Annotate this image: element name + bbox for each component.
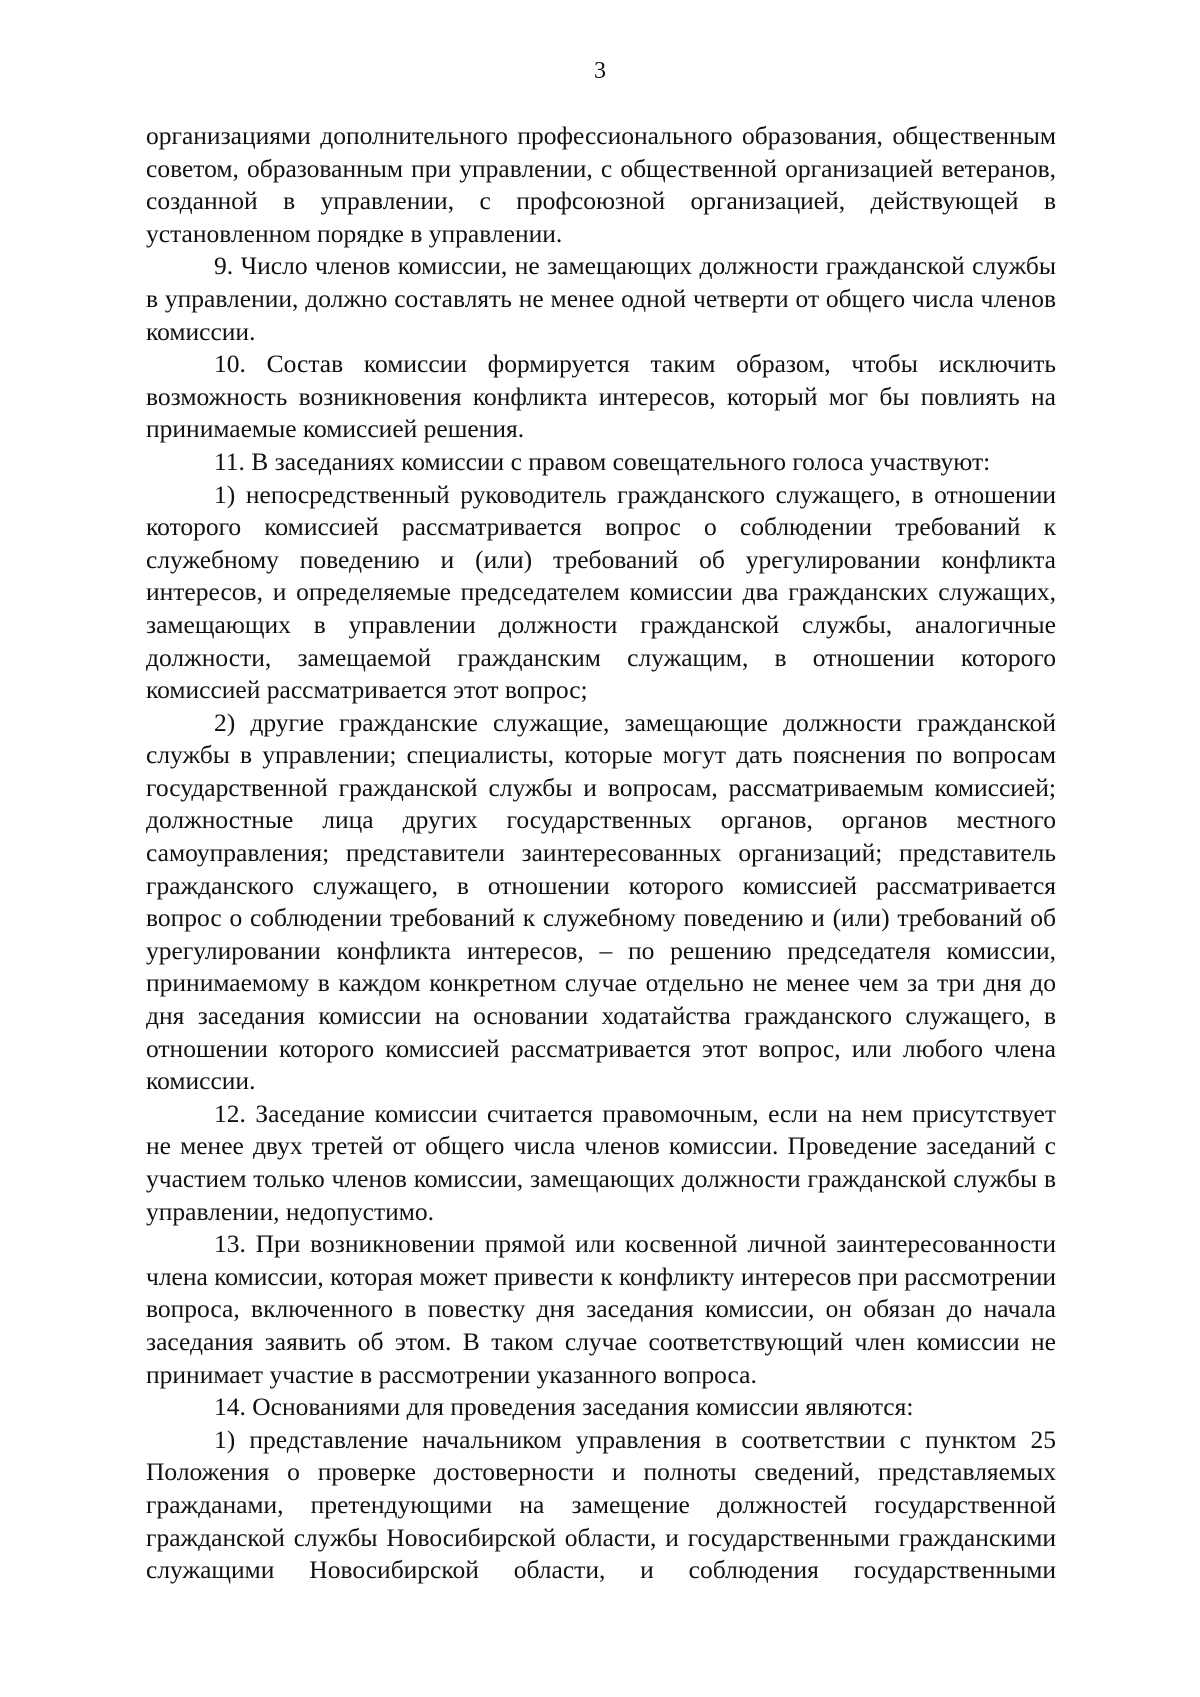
paragraph-item-10: 10. Состав комиссии формируется таким образом, чтобы исключить возможность возникновения конфликта интересов, который мог бы повлиять на принимаемые комиссией решения. [146, 349, 1056, 444]
paragraph-item-9: 9. Число членов комиссии, не замещающих должности гражданской службы в управлении, должно составлять не менее одной четверти от общего числа членов комиссии. [146, 251, 1056, 346]
page-number: 3 [594, 58, 606, 84]
document-body [146, 120, 1056, 1587]
paragraph-item-13: 13. При возникновении прямой или косвенной личной заинтересованности члена комиссии, которая может привести к конфликту интересов при рассмотрении вопроса, включенного в повестку дня заседания комиссии, он обязан до начала заседания заявить об этом. В таком случае соответствующий член комиссии не принимает участие в рассмотрении указанного вопроса. [146, 1229, 1056, 1389]
paragraph-item-11-1: 1) непосредственный руководитель гражданского служащего, в отношении которого комиссией рассматривается вопрос о соблюдении требований к служебному поведению и (или) требований об урегулировании конфликта интересов, и определяемые председателем комиссии два гражданских служащих, замещающих в управлении должности гражданской службы, аналогичные должности, замещаемой гражданским служащим, в отношении которого комиссией рассматривается этот вопрос; [146, 479, 1056, 705]
paragraph-item-14-1: 1) представление начальником управления в соответствии с пунктом 25 Положения о проверке достоверности и полноты сведений, представляемых гражданами, претендующими на замещение должностей государственной гражданской службы Новосибирской области, и государственными гражданскими служащими Новосибирской области, и соблюдения государственными [146, 1424, 1056, 1585]
paragraph-item-11: 11. В заседаниях комиссии с правом совещательного голоса участвуют: [214, 446, 991, 476]
paragraph-item-12: 12. Заседание комиссии считается правомочным, если на нем присутствует не менее двух третей от общего числа членов комиссии. Проведение заседаний с участием только членов комиссии, замещающих должности гражданской службы в управлении, недопустимо. [146, 1098, 1056, 1226]
paragraph-continuation: организациями дополнительного профессионального образования, общественным советом, образованным при управлении, с общественной организацией ветеранов, созданной в управлении, с профсоюзной организацией, действующей в установленном порядке в управлении. [146, 121, 1056, 248]
paragraph-item-14: 14. Основаниями для проведения заседания комиссии являются: [214, 1392, 914, 1422]
paragraph-item-11-2: 2) другие гражданские служащие, замещающие должности гражданской службы в управлении; специалисты, которые могут дать пояснения по вопросам государственной гражданской службы и вопросам, рассматриваемым комиссией; должностные лица других государственных органов, органов местного самоуправления; представители заинтересованных организаций; представитель гражданского служащего, в отношении которого комиссией рассматривается вопрос о соблюдении требований к служебному поведению и (или) требований об урегулировании конфликта интересов, – по решению председателя комиссии, принимаемому в каждом конкретном случае отдельно не менее чем за три дня до дня заседания комиссии на основании ходатайства гражданского служащего, в отношении которого комиссией рассматривается этот вопрос, или любого члена комиссии. [146, 707, 1056, 1096]
